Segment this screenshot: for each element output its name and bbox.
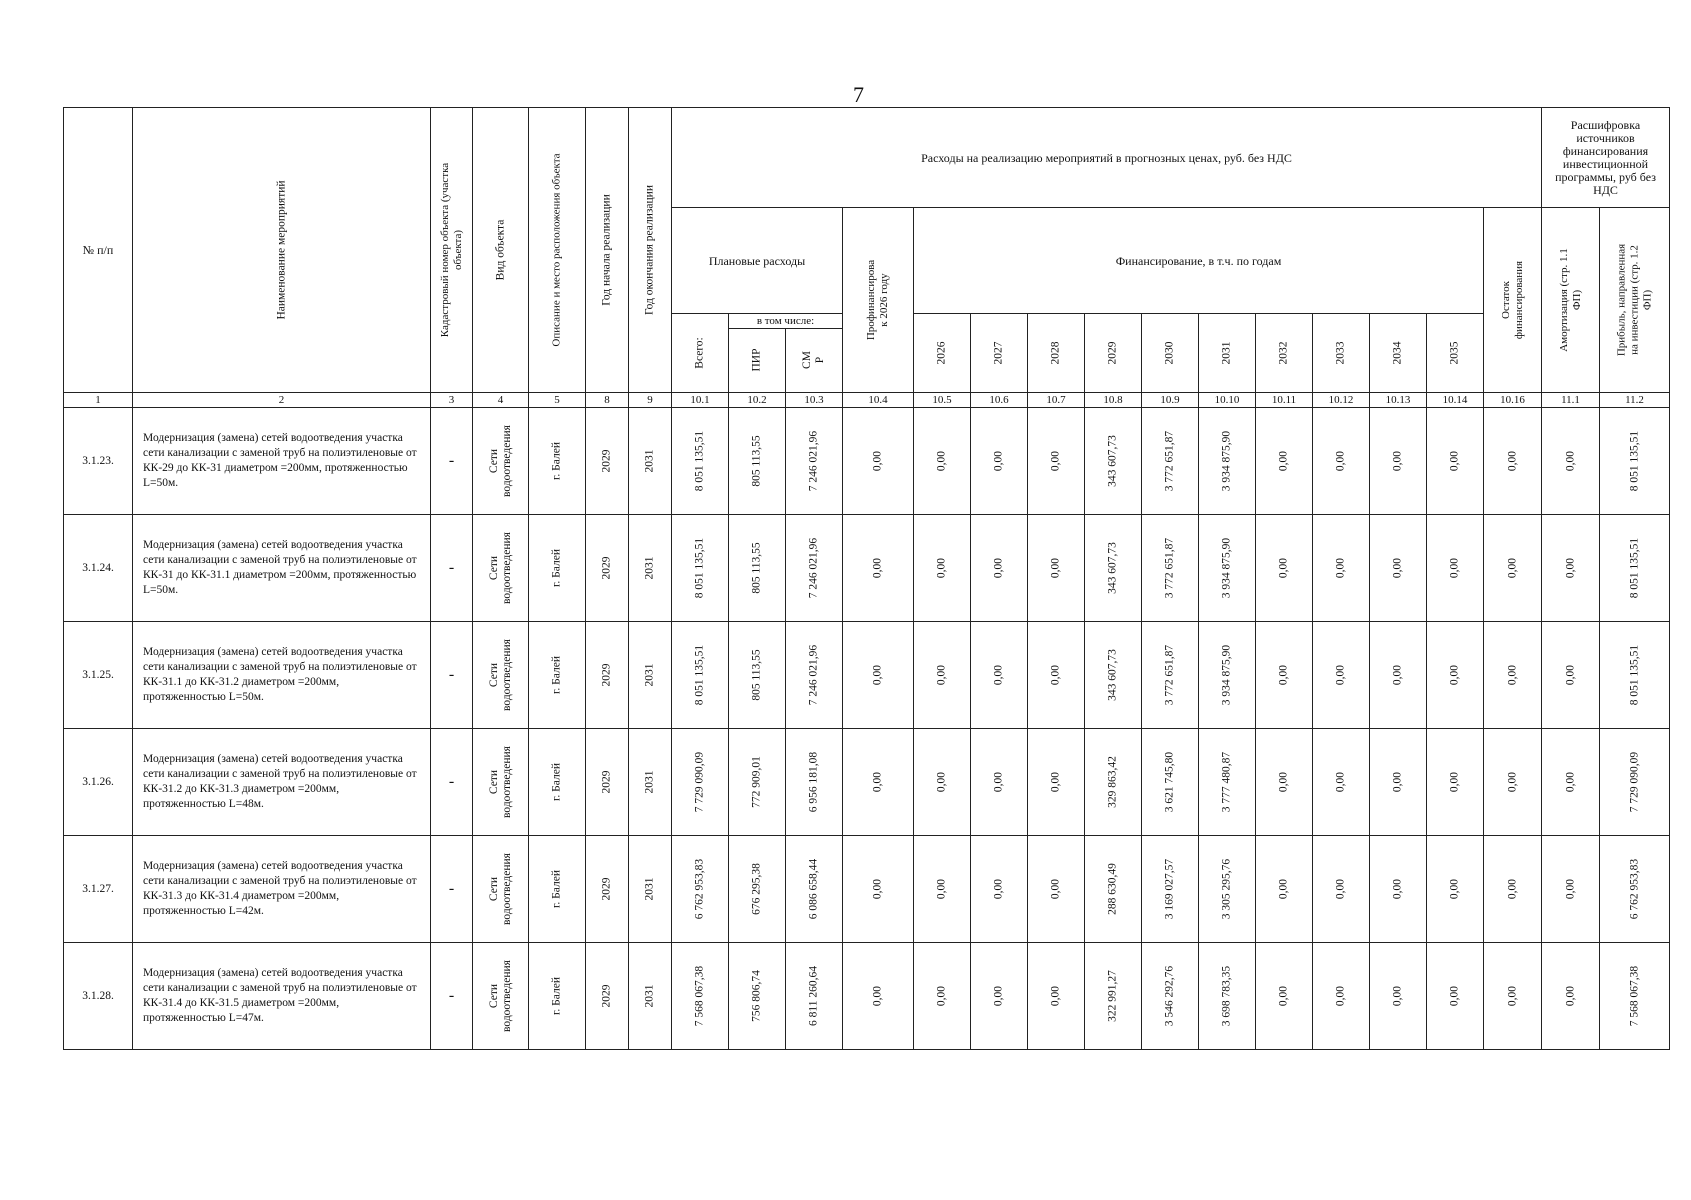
object-type: Сети водоотведения xyxy=(473,515,529,622)
start-year: 2029 xyxy=(586,943,629,1050)
header-total: Всего: xyxy=(672,314,729,393)
value-balance: 0,00 xyxy=(1484,515,1542,622)
value-y2033: 0,00 xyxy=(1313,729,1370,836)
header-year-2031: 2031 xyxy=(1199,314,1256,393)
value-y2035: 0,00 xyxy=(1427,943,1484,1050)
measure-name: Модернизация (замена) сетей водоотведения участка сети канализации с заменой труб на полиэтиленовые от КК-31.4 до КК-31.5 диаметром =200мм, протяженностью L=47м. xyxy=(133,943,431,1050)
table-row xyxy=(64,622,1670,729)
value-y2027: 0,00 xyxy=(971,622,1028,729)
value-y2035: 0,00 xyxy=(1427,622,1484,729)
index-cell: 4 xyxy=(473,393,529,408)
value-profit: 7 729 090,09 xyxy=(1600,729,1670,836)
object-location: г. Балей xyxy=(529,729,586,836)
index-cell: 10.9 xyxy=(1142,393,1199,408)
value-y2032: 0,00 xyxy=(1256,515,1313,622)
value-y2034: 0,00 xyxy=(1370,729,1427,836)
index-cell: 10.10 xyxy=(1199,393,1256,408)
value-y2032: 0,00 xyxy=(1256,836,1313,943)
value-y2028: 0,00 xyxy=(1028,729,1085,836)
value-smr: 7 246 021,96 xyxy=(786,408,843,515)
value-y2030: 3 169 027,57 xyxy=(1142,836,1199,943)
end-year: 2031 xyxy=(629,836,672,943)
value-balance: 0,00 xyxy=(1484,943,1542,1050)
value-y2027: 0,00 xyxy=(971,729,1028,836)
value-smr: 6 811 260,64 xyxy=(786,943,843,1050)
value-total: 7 729 090,09 xyxy=(672,729,729,836)
index-cell: 10.1 xyxy=(672,393,729,408)
measure-name: Модернизация (замена) сетей водоотведения участка сети канализации с заменой труб на полиэтиленовые от КК-31 до КК-31.1 диаметром =200мм, протяженностью L=50м. xyxy=(133,515,431,622)
value-pref: 0,00 xyxy=(843,622,914,729)
value-smr: 7 246 021,96 xyxy=(786,622,843,729)
value-y2030: 3 621 745,80 xyxy=(1142,729,1199,836)
index-cell: 10.2 xyxy=(729,393,786,408)
value-balance: 0,00 xyxy=(1484,729,1542,836)
value-y2029: 343 607,73 xyxy=(1085,408,1142,515)
value-y2031: 3 698 783,35 xyxy=(1199,943,1256,1050)
index-cell: 10.16 xyxy=(1484,393,1542,408)
value-y2033: 0,00 xyxy=(1313,408,1370,515)
value-pir: 805 113,55 xyxy=(729,515,786,622)
value-y2035: 0,00 xyxy=(1427,836,1484,943)
header-no: № п/п xyxy=(64,108,133,393)
header-location: Описание и место расположения объекта xyxy=(529,108,586,393)
value-smr: 6 956 181,08 xyxy=(786,729,843,836)
object-location: г. Балей xyxy=(529,622,586,729)
value-y2031: 3 934 875,90 xyxy=(1199,408,1256,515)
end-year: 2031 xyxy=(629,729,672,836)
value-y2028: 0,00 xyxy=(1028,408,1085,515)
header-financing-years: Финансирование, в т.ч. по годам xyxy=(914,208,1484,314)
value-pref: 0,00 xyxy=(843,408,914,515)
start-year: 2029 xyxy=(586,622,629,729)
value-y2034: 0,00 xyxy=(1370,836,1427,943)
index-cell: 1 xyxy=(64,393,133,408)
header-year-2034: 2034 xyxy=(1370,314,1427,393)
value-y2033: 0,00 xyxy=(1313,943,1370,1050)
object-location: г. Балей xyxy=(529,836,586,943)
header-prefinancing: Профинансирова к 2026 году xyxy=(843,208,914,393)
value-y2034: 0,00 xyxy=(1370,408,1427,515)
value-y2029: 288 630,49 xyxy=(1085,836,1142,943)
end-year: 2031 xyxy=(629,408,672,515)
index-cell: 8 xyxy=(586,393,629,408)
value-y2028: 0,00 xyxy=(1028,836,1085,943)
table-row xyxy=(64,943,1670,1050)
header-pir: ПИР xyxy=(729,328,786,392)
value-pir: 676 295,38 xyxy=(729,836,786,943)
value-profit: 7 568 067,38 xyxy=(1600,943,1670,1050)
value-amort: 0,00 xyxy=(1542,515,1600,622)
value-y2027: 0,00 xyxy=(971,943,1028,1050)
value-profit: 8 051 135,51 xyxy=(1600,622,1670,729)
index-cell: 10.4 xyxy=(843,393,914,408)
value-y2026: 0,00 xyxy=(914,622,971,729)
value-y2035: 0,00 xyxy=(1427,515,1484,622)
value-profit: 8 051 135,51 xyxy=(1600,515,1670,622)
value-balance: 0,00 xyxy=(1484,836,1542,943)
value-balance: 0,00 xyxy=(1484,408,1542,515)
value-y2034: 0,00 xyxy=(1370,515,1427,622)
value-y2032: 0,00 xyxy=(1256,729,1313,836)
value-y2032: 0,00 xyxy=(1256,622,1313,729)
object-type: Сети водоотведения xyxy=(473,943,529,1050)
value-total: 8 051 135,51 xyxy=(672,408,729,515)
table-row xyxy=(64,408,1670,515)
value-total: 8 051 135,51 xyxy=(672,622,729,729)
row-number: 3.1.25. xyxy=(64,622,133,729)
page-number: 7 xyxy=(853,82,864,107)
value-y2033: 0,00 xyxy=(1313,836,1370,943)
cadastral-number: - xyxy=(431,515,473,622)
end-year: 2031 xyxy=(629,622,672,729)
header-balance: Остаток финансирования xyxy=(1484,208,1542,393)
object-location: г. Балей xyxy=(529,943,586,1050)
value-y2030: 3 546 292,76 xyxy=(1142,943,1199,1050)
value-y2026: 0,00 xyxy=(914,836,971,943)
header-name: Наименование мероприятий xyxy=(133,108,431,393)
cadastral-number: - xyxy=(431,408,473,515)
header-year-2035: 2035 xyxy=(1427,314,1484,393)
index-cell: 10.7 xyxy=(1028,393,1085,408)
header-year-2029: 2029 xyxy=(1085,314,1142,393)
index-cell: 11.2 xyxy=(1600,393,1670,408)
start-year: 2029 xyxy=(586,729,629,836)
measure-name: Модернизация (замена) сетей водоотведения участка сети канализации с заменой труб на полиэтиленовые от КК-31.1 до КК-31.2 диаметром =200мм, протяженностью L=50м. xyxy=(133,622,431,729)
value-y2026: 0,00 xyxy=(914,729,971,836)
object-location: г. Балей xyxy=(529,515,586,622)
row-number: 3.1.26. xyxy=(64,729,133,836)
value-y2033: 0,00 xyxy=(1313,515,1370,622)
value-y2029: 329 863,42 xyxy=(1085,729,1142,836)
index-cell: 9 xyxy=(629,393,672,408)
index-cell: 10.14 xyxy=(1427,393,1484,408)
value-y2027: 0,00 xyxy=(971,515,1028,622)
header-type: Вид объекта xyxy=(473,108,529,393)
row-number: 3.1.23. xyxy=(64,408,133,515)
object-type: Сети водоотведения xyxy=(473,836,529,943)
value-y2026: 0,00 xyxy=(914,408,971,515)
row-number: 3.1.28. xyxy=(64,943,133,1050)
value-pir: 805 113,55 xyxy=(729,408,786,515)
index-cell: 10.11 xyxy=(1256,393,1313,408)
value-amort: 0,00 xyxy=(1542,729,1600,836)
table-row xyxy=(64,836,1670,943)
header-including-group xyxy=(729,314,843,393)
object-location: г. Балей xyxy=(529,408,586,515)
value-y2029: 322 991,27 xyxy=(1085,943,1142,1050)
value-amort: 0,00 xyxy=(1542,943,1600,1050)
measure-name: Модернизация (замена) сетей водоотведения участка сети канализации с заменой труб на полиэтиленовые от КК-31.2 до КК-31.3 диаметром =200мм, протяженностью L=48м. xyxy=(133,729,431,836)
value-y2034: 0,00 xyxy=(1370,943,1427,1050)
start-year: 2029 xyxy=(586,408,629,515)
value-y2033: 0,00 xyxy=(1313,622,1370,729)
value-pir: 756 806,74 xyxy=(729,943,786,1050)
value-amort: 0,00 xyxy=(1542,836,1600,943)
table-row xyxy=(64,729,1670,836)
object-type: Сети водоотведения xyxy=(473,408,529,515)
index-cell: 10.5 xyxy=(914,393,971,408)
row-number: 3.1.24. xyxy=(64,515,133,622)
value-y2026: 0,00 xyxy=(914,943,971,1050)
value-pref: 0,00 xyxy=(843,836,914,943)
measure-name: Модернизация (замена) сетей водоотведения участка сети канализации с заменой труб на полиэтиленовые от КК-31.3 до КК-31.4 диаметром =200мм, протяженностью L=42м. xyxy=(133,836,431,943)
value-y2030: 3 772 651,87 xyxy=(1142,408,1199,515)
header-year-2030: 2030 xyxy=(1142,314,1199,393)
value-total: 8 051 135,51 xyxy=(672,515,729,622)
header-year-2032: 2032 xyxy=(1256,314,1313,393)
cadastral-number: - xyxy=(431,943,473,1050)
value-y2034: 0,00 xyxy=(1370,622,1427,729)
index-cell: 10.13 xyxy=(1370,393,1427,408)
header-amortization: Амортизация (стр. 1.1 ФП) xyxy=(1542,208,1600,393)
value-total: 6 762 953,83 xyxy=(672,836,729,943)
value-profit: 8 051 135,51 xyxy=(1600,408,1670,515)
table-row xyxy=(64,515,1670,622)
header-start-year: Год начала реализации xyxy=(586,108,629,393)
header-cadastral: Кадастровый номер объекта (участка объекта) xyxy=(431,108,473,393)
header-year-2027: 2027 xyxy=(971,314,1028,393)
value-total: 7 568 067,38 xyxy=(672,943,729,1050)
index-cell: 10.6 xyxy=(971,393,1028,408)
start-year: 2029 xyxy=(586,836,629,943)
value-y2031: 3 934 875,90 xyxy=(1199,515,1256,622)
value-smr: 7 246 021,96 xyxy=(786,515,843,622)
value-profit: 6 762 953,83 xyxy=(1600,836,1670,943)
header-year-2028: 2028 xyxy=(1028,314,1085,393)
object-type: Сети водоотведения xyxy=(473,729,529,836)
value-y2029: 343 607,73 xyxy=(1085,515,1142,622)
investment-table xyxy=(63,107,1670,1050)
value-y2027: 0,00 xyxy=(971,408,1028,515)
header-year-2026: 2026 xyxy=(914,314,971,393)
index-cell: 10.12 xyxy=(1313,393,1370,408)
value-y2028: 0,00 xyxy=(1028,622,1085,729)
value-y2026: 0,00 xyxy=(914,515,971,622)
index-cell: 3 xyxy=(431,393,473,408)
value-y2032: 0,00 xyxy=(1256,943,1313,1050)
header-smr: СМ Р xyxy=(801,351,826,370)
value-y2031: 3 934 875,90 xyxy=(1199,622,1256,729)
value-y2028: 0,00 xyxy=(1028,943,1085,1050)
header-profit: Прибыль, направленная на инвестиции (стр. 1.2 ФП) xyxy=(1600,208,1670,393)
object-type: Сети водоотведения xyxy=(473,622,529,729)
end-year: 2031 xyxy=(629,943,672,1050)
header-planned: Плановые расходы xyxy=(672,208,843,314)
value-y2031: 3 777 480,87 xyxy=(1199,729,1256,836)
value-y2027: 0,00 xyxy=(971,836,1028,943)
value-amort: 0,00 xyxy=(1542,408,1600,515)
cadastral-number: - xyxy=(431,622,473,729)
measure-name: Модернизация (замена) сетей водоотведения участка сети канализации с заменой труб на полиэтиленовые от КК-29 до КК-31 диаметром =200мм, протяженностью L=50м. xyxy=(133,408,431,515)
index-cell: 10.3 xyxy=(786,393,843,408)
value-pref: 0,00 xyxy=(843,943,914,1050)
index-cell: 5 xyxy=(529,393,586,408)
header-expenses: Расходы на реализацию мероприятий в прогнозных ценах, руб. без НДС xyxy=(672,108,1542,208)
value-y2029: 343 607,73 xyxy=(1085,622,1142,729)
value-y2030: 3 772 651,87 xyxy=(1142,622,1199,729)
index-cell: 2 xyxy=(133,393,431,408)
value-y2035: 0,00 xyxy=(1427,729,1484,836)
value-smr: 6 086 658,44 xyxy=(786,836,843,943)
value-pref: 0,00 xyxy=(843,729,914,836)
index-cell: 11.1 xyxy=(1542,393,1600,408)
value-pir: 772 909,01 xyxy=(729,729,786,836)
header-including: в том числе: xyxy=(729,314,842,328)
value-y2031: 3 305 295,76 xyxy=(1199,836,1256,943)
cadastral-number: - xyxy=(431,836,473,943)
header-end-year: Год окончания реализации xyxy=(629,108,672,393)
start-year: 2029 xyxy=(586,515,629,622)
header-sources: Расшифровка источников финансирования инвестиционной программы, руб без НДС xyxy=(1542,108,1670,208)
value-y2035: 0,00 xyxy=(1427,408,1484,515)
row-number: 3.1.27. xyxy=(64,836,133,943)
end-year: 2031 xyxy=(629,515,672,622)
value-y2030: 3 772 651,87 xyxy=(1142,515,1199,622)
cadastral-number: - xyxy=(431,729,473,836)
index-cell: 10.8 xyxy=(1085,393,1142,408)
header-year-2033: 2033 xyxy=(1313,314,1370,393)
value-y2032: 0,00 xyxy=(1256,408,1313,515)
value-pir: 805 113,55 xyxy=(729,622,786,729)
value-y2028: 0,00 xyxy=(1028,515,1085,622)
value-pref: 0,00 xyxy=(843,515,914,622)
value-amort: 0,00 xyxy=(1542,622,1600,729)
value-balance: 0,00 xyxy=(1484,622,1542,729)
